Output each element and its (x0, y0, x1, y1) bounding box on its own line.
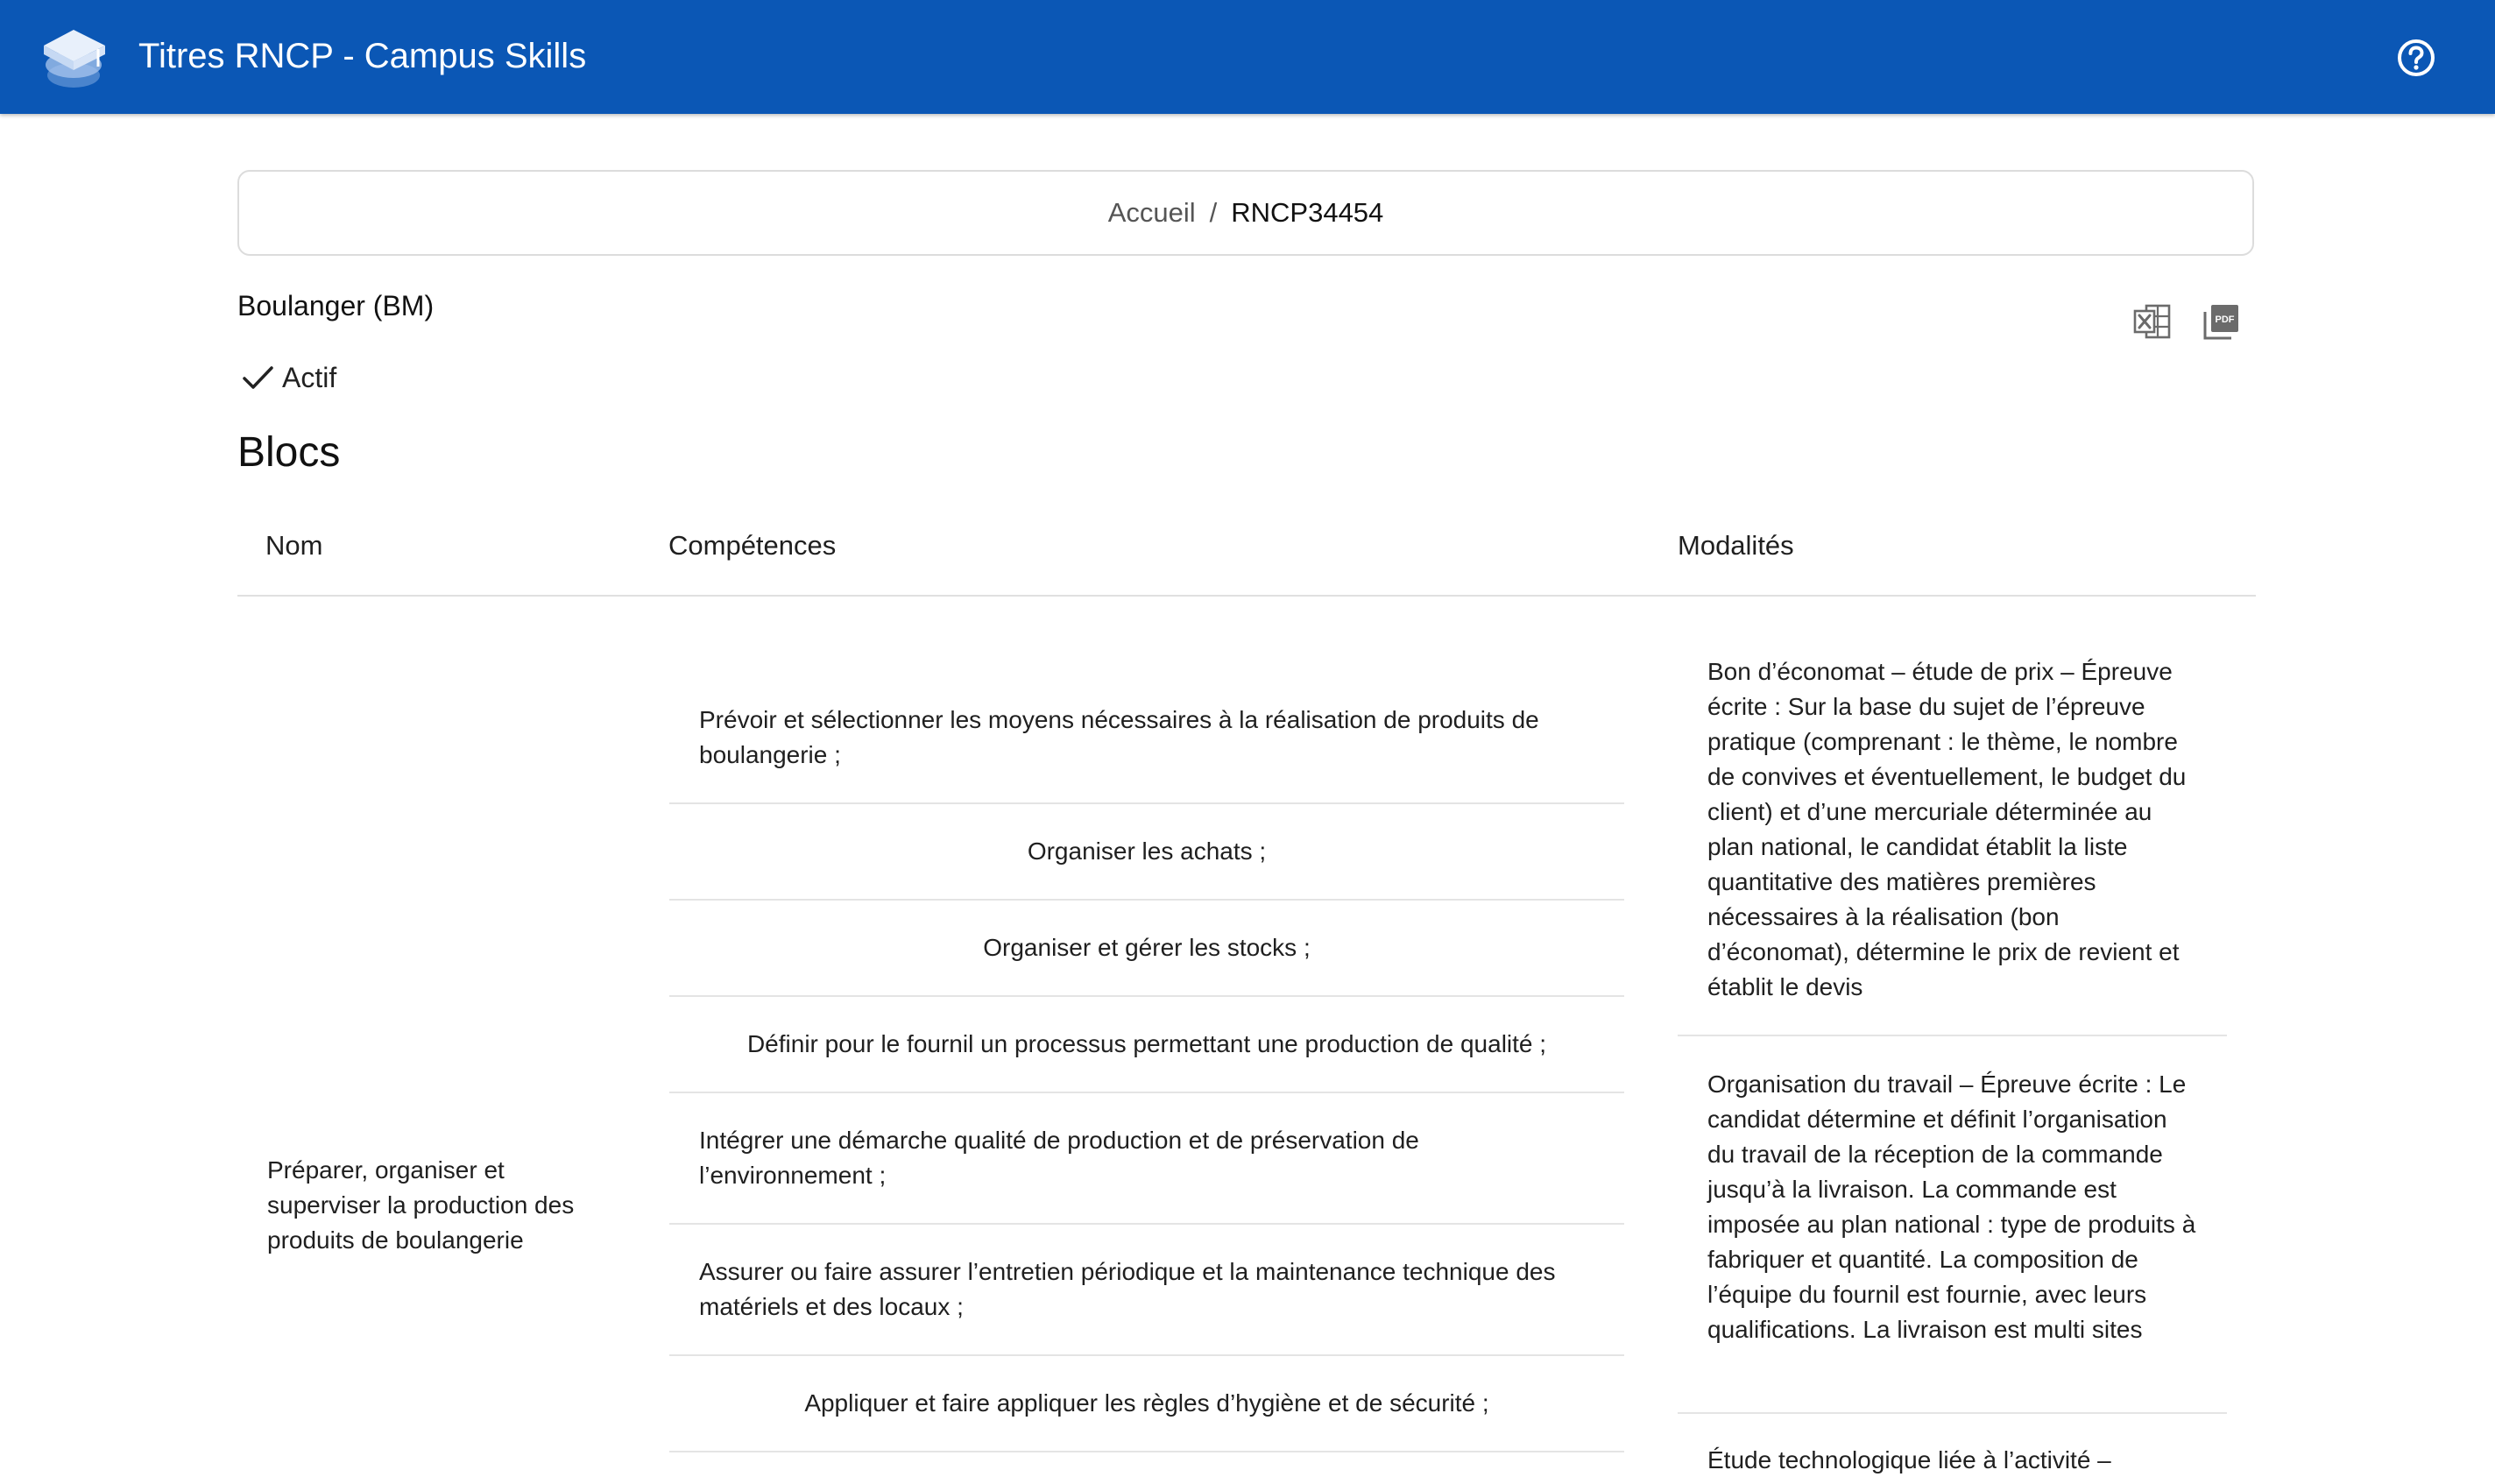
svg-text:PDF: PDF (2215, 314, 2235, 325)
modalite-divider (1678, 1412, 2227, 1414)
competence-item: Appliquer et faire appliquer les règles d’hygiène et de sécurité ; (804, 1389, 1489, 1417)
top-app-bar (0, 0, 2495, 114)
modalite-divider (1678, 1035, 2227, 1036)
modalite-item: Étude technologique liée à l’activité – (1707, 1446, 2111, 1473)
app-title: Titres RNCP - Campus Skills (138, 37, 587, 75)
modalite-item: Bon d’économat – étude de prix – Épreuve écrite : Sur la base du sujet de l’épreuve pratique (comprenant : le thème, le nombre de convives et éventuellement, le budget du client) et d’une mercuriale déterminée au plan national, le candidat établit la liste quantitative des matières premières nécessaires à la réalisation (bon d’économat), détermine le prix de revient et établit le devis (1707, 658, 2187, 1000)
breadcrumb (237, 170, 2254, 256)
column-header-modalites: Modalités (1678, 530, 1794, 561)
competence-item: Organiser et gérer les stocks ; (983, 934, 1311, 961)
help-circle-icon[interactable] (2396, 38, 2436, 78)
modalite-item: Organisation du travail – Épreuve écrite : Le candidat détermine et définit l’organisation du travail de la réception de la commande jusqu’à la livraison. La commande est imposée au plan national : type de produits à fabriquer et quantité. La composition de l’équipe du fournil est fournie, avec leurs qualifications. La livraison est multi sites (1707, 1071, 2196, 1343)
certification-title: Boulanger (BM) (237, 290, 435, 322)
table-header-divider (237, 595, 2256, 597)
pdf-export-icon[interactable] (2202, 301, 2242, 342)
competence-item: Intégrer une démarche qualité de production et de préservation de l’environnement ; (699, 1127, 1419, 1189)
competence-item: Organiser les achats ; (1027, 837, 1267, 865)
bloc-name-cell: Préparer, organiser et superviser la production des produits de boulangerie (267, 1156, 575, 1254)
breadcrumb-home-link[interactable]: Accueil (1107, 197, 1196, 228)
competence-item: Assurer ou faire assurer l’entretien périodique et la maintenance technique des matériels et des locaux ; (699, 1258, 1556, 1320)
status-label: Actif (282, 361, 337, 393)
excel-export-icon[interactable] (2132, 301, 2173, 342)
section-title-blocs: Blocs (237, 429, 341, 476)
breadcrumb-current: RNCP34454 (1231, 197, 1384, 228)
competence-item: Définir pour le fournil un processus permettant une production de qualité ; (746, 1030, 1547, 1057)
competence-item: Prévoir et sélectionner les moyens nécessaires à la réalisation de produits de boulangerie ; (699, 706, 1539, 768)
breadcrumb-separator: / (1209, 197, 1218, 228)
column-header-competences: Compétences (668, 530, 837, 561)
competence-divider (669, 1451, 1624, 1452)
status-badge (240, 359, 336, 396)
graduation-cap-icon[interactable] (37, 21, 116, 95)
column-header-nom: Nom (265, 530, 323, 561)
check-icon (240, 360, 275, 395)
